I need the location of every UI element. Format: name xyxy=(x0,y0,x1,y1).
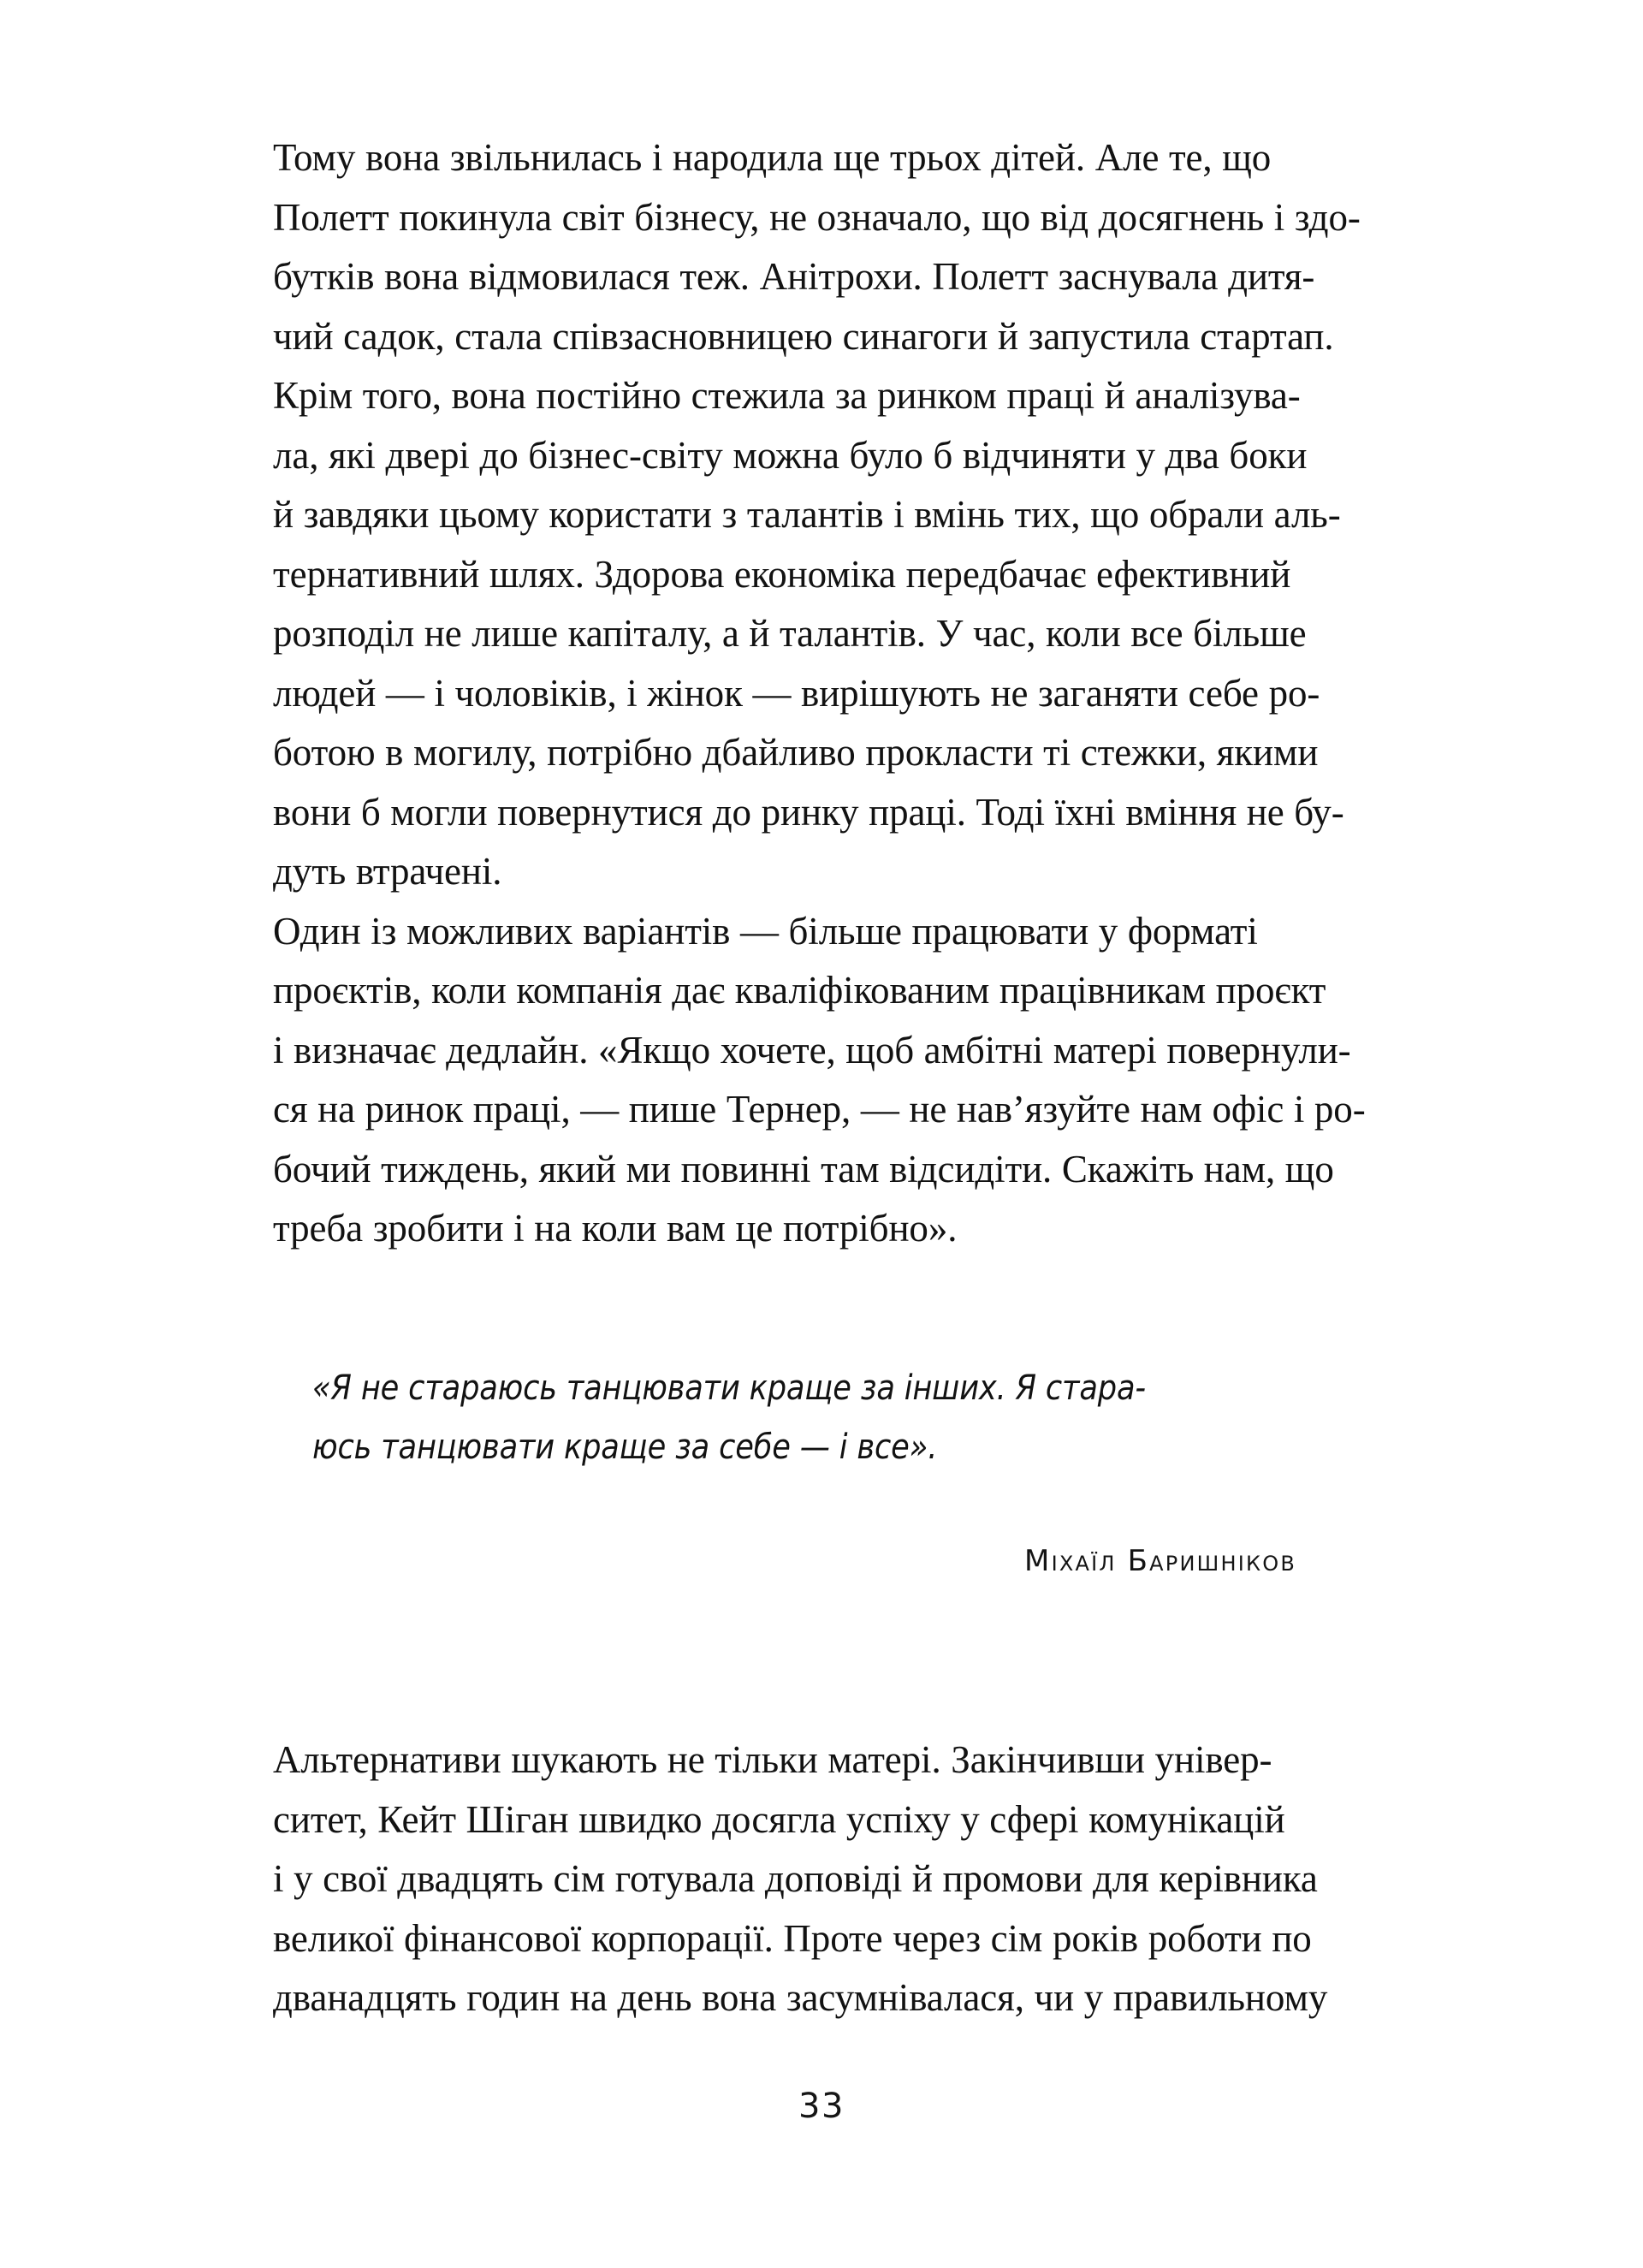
page-number: 33 xyxy=(798,2087,845,2126)
paragraph-kate-shihan xyxy=(201,1731,1440,2028)
text-line: ся на ринок праці, — пише Тернер, — не нав’язуйте нам офіс і ро- xyxy=(273,1088,1366,1131)
text-line: бутків вона відмовилася теж. Анітрохи. Полетт заснувала дитя- xyxy=(273,255,1315,298)
pull-quote-line: «Я не стараюсь танцювати краще за інших. Я стара- xyxy=(312,1369,1146,1408)
text-line: Тому вона звільнилась і народила ще трьох дітей. Але те, що xyxy=(273,136,1272,179)
paragraph-projects xyxy=(201,902,1440,1259)
text-line: й завдяки цьому користати з талантів і вмінь тих, що обрали аль- xyxy=(273,493,1341,536)
pull-quote-attribution: Міхаїл Баришніков xyxy=(1024,1544,1296,1578)
text-line: вони б могли повернутися до ринку праці. Тоді їхні вміння не бу- xyxy=(273,790,1344,834)
text-line: Полетт покинула світ бізнесу, не означало, що від досягнень і здо- xyxy=(273,195,1361,239)
text-line: і визначає дедлайн. «Якщо хочете, щоб амбітні матері повернули- xyxy=(273,1028,1351,1072)
text-line: проєктів, коли компанія дає кваліфікованим працівникам проєкт xyxy=(273,969,1326,1012)
text-line: чий садок, стала співзасновницею синагоги й запустила стартап. xyxy=(273,314,1334,358)
text-line: великої фінансової корпорації. Проте через сім років роботи по xyxy=(273,1916,1312,1960)
text-line: ла, які двері до бізнес-світу можна було б відчиняти у два боки xyxy=(273,433,1308,477)
text-line: ситет, Кейт Шіган швидко досягла успіху у сфері комунікацій xyxy=(273,1797,1285,1841)
pull-quote xyxy=(312,1359,1296,1477)
text-line: тернативний шлях. Здорова економіка передбачає ефективний xyxy=(273,552,1291,596)
text-line: ботою в могилу, потрібно дбайливо прокласти ті стежки, якими xyxy=(273,731,1319,774)
text-line: розподіл не лише капіталу, а й талантів. У час, коли все більше xyxy=(273,612,1307,655)
pull-quote-line: юсь танцювати краще за себе — і все». xyxy=(312,1428,938,1467)
body-text-upper xyxy=(201,128,1440,1259)
paragraph-polette xyxy=(201,128,1440,902)
text-line: людей — і чоловіків, і жінок — вирішують не заганяти себе ро- xyxy=(273,671,1320,715)
text-line: дуть втрачені. xyxy=(273,850,502,893)
text-line: Крім того, вона постійно стежила за ринком праці й аналізува- xyxy=(273,374,1301,417)
text-line: треба зробити і на коли вам це потрібно». xyxy=(273,1207,958,1250)
body-text-lower xyxy=(201,1731,1440,2028)
text-line: бочий тиждень, який ми повинні там відсидіти. Скажіть нам, що xyxy=(273,1147,1334,1190)
text-line: і у свої двадцять сім готувала доповіді й промови для керівника xyxy=(273,1857,1318,1900)
text-line: Альтернативи шукають не тільки матері. Закінчивши універ- xyxy=(273,1738,1272,1781)
text-line: Один із можливих варіантів — більше працювати у форматі xyxy=(273,909,1258,953)
text-line: дванадцять годин на день вона засумнівалася, чи у правильному xyxy=(273,1976,1328,2019)
